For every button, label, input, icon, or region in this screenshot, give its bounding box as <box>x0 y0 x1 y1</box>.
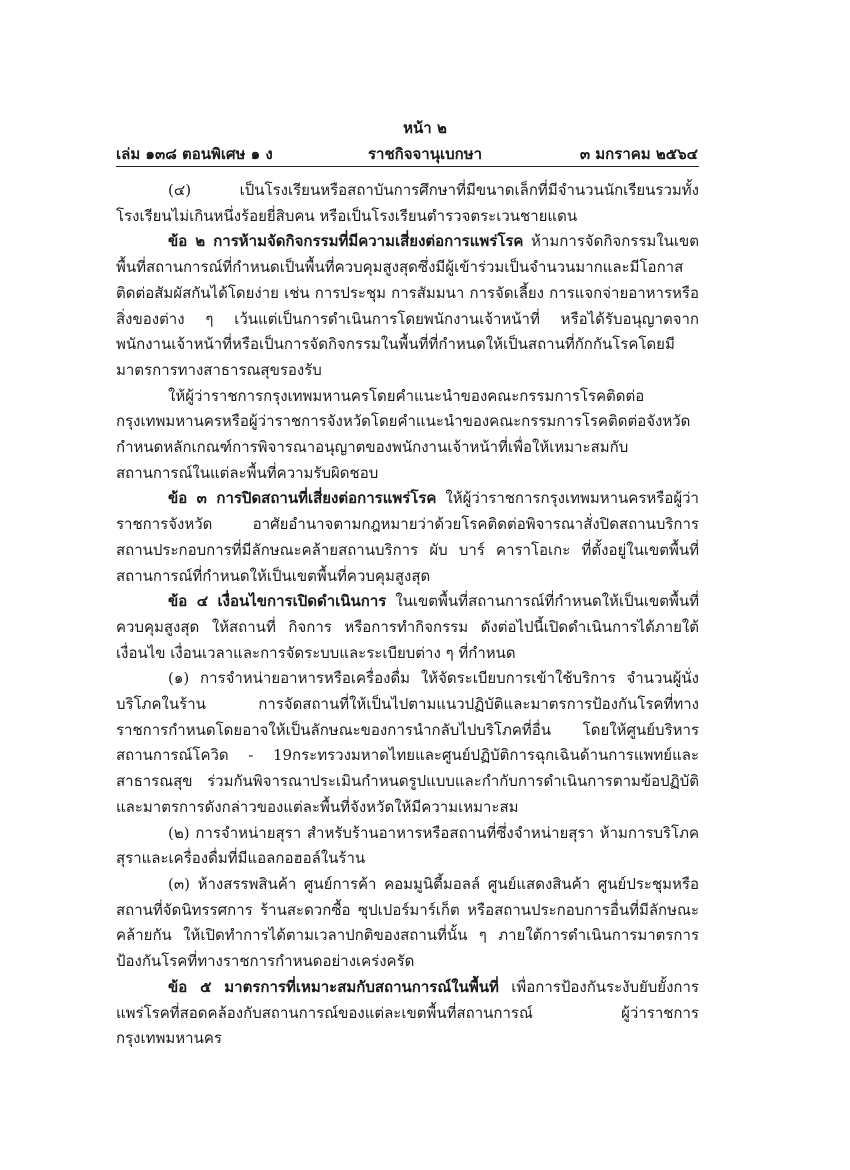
page-number: หน้า ๒ <box>403 119 447 137</box>
paragraph-sub-1: (๑) การจำหน่ายอาหารหรือเครื่องดื่ม ให้จัดระเบียบการเข้าใช้บริการ จำนวนผู้นั่งบริโภคในร้าน การจัดสถานที่ให้เป็นไปตามแนวปฏิบัติและมาตรการป้องกันโรคที่ทางราชการกำหนดโดยอาจให้เป็นลักษณะของการนำกลับไปบริโภคที่อื่น โดยให้ศูนย์บริหารสถานการณ์โควิด - 19กระทรวงมหาดไทยและศูนย์ปฏิบัติการฉุกเฉินด้านการแพทย์และสาธารณสุข ร่วมกันพิจารณาประเมินกำหนดรูปแบบและกำกับการดำเนินการตามข้อปฏิบัติและมาตรการดังกล่าวของแต่ละพื้นที่จังหวัดให้มีความเหมาะสม <box>116 669 699 816</box>
header-divider <box>116 166 699 167</box>
clause-2-heading: ข้อ ๒ การห้ามจัดกิจกรรมที่มีความเสี่ยงต่อการแพร่โรค <box>168 232 524 251</box>
clause-3-heading: ข้อ ๓ การปิดสถานที่เสี่ยงต่อการแพร่โรค <box>168 489 437 508</box>
paragraph-sub-2: (๒) การจำหน่ายสุรา สำหรับร้านอาหารหรือสถานที่ซึ่งจำหน่ายสุรา ห้ามการบริโภคสุราและเครื่องดื่มที่มีแอลกอฮอล์ในร้าน <box>116 823 699 868</box>
paragraph-authority: ให้ผู้ว่าราชการกรุงเทพมหานครโดยคำแนะนำของคณะกรรมการโรคติดต่อกรุงเทพมหานครหรือผู้ว่าราชการจังหวัดโดยคำแนะนำของคณะกรรมการโรคติดต่อจังหวัด กำหนดหลักเกณฑ์การพิจารณาอนุญาตของพนักงานเจ้าหน้าที่เพื่อให้เหมาะสมกับสถานการณ์ในแต่ละพื้นที่ความรับผิดชอบ <box>116 386 691 482</box>
clause-5-heading: ข้อ ๕ มาตรการที่เหมาะสมกับสถานการณ์ในพื้นที่ <box>168 977 499 996</box>
clause-4-text: ในเขตพื้นที่สถานการณ์ที่กำหนดให้เป็นเขตพื้นที่ควบคุมสูงสุด ให้สถานที่ กิจการ หรือการทำกิจกรรม ดังต่อไปนี้เปิดดำเนินการได้ภายใต้เงื่อนไข เงื่อนเวลาและการจัดระบบและระเบียบต่าง ๆ ที่กำหนด <box>116 592 699 662</box>
clause-2-text: ห้ามการจัดกิจกรรมในเขตพื้นที่สถานการณ์ที่กำหนดเป็นพื้นที่ควบคุมสูงสุดซึ่งมีผู้เข้าร่วมเป็นจำนวนมากและมีโอกาสติดต่อสัมผัสกันได้โดยง่าย เช่น การประชุม การสัมมนา การจัดเลี้ยง การแจกจ่ายอาหารหรือสิ่งของต่าง ๆ เว้นแต่เป็นการดำเนินการโดยพนักงานเจ้าหน้าที่ หรือได้รับอนุญาตจากพนักงานเจ้าหน้าที่หรือเป็นการจัดกิจกรรมในพื้นที่ที่กำหนดให้เป็นสถานที่กักกันโรคโดยมีมาตรการทางสาธารณสุขรองรับ <box>116 232 699 379</box>
publication-date: ๓ มกราคม ๒๕๖๔ <box>579 145 698 163</box>
paragraph-clause-4 <box>116 589 699 666</box>
volume-issue: เล่ม ๑๓๘ ตอนพิเศษ ๑ ง <box>116 145 273 163</box>
clause-4-heading: ข้อ ๔ เงื่อนไขการเปิดดำเนินการ <box>168 592 387 611</box>
paragraph-item-4: (๔) เป็นโรงเรียนหรือสถาบันการศึกษาที่มีขนาดเล็กที่มีจำนวนนักเรียนรวมทั้งโรงเรียนไม่เกินหนึ่งร้อยยี่สิบคน หรือเป็นโรงเรียนตำรวจตระเวนชายแดน <box>116 181 699 225</box>
paragraph-clause-3 <box>116 486 699 589</box>
paragraph-clause-5 <box>116 975 699 1052</box>
clause-3-text: ให้ผู้ว่าราชการกรุงเทพมหานครหรือผู้ว่าราชการจังหวัด อาศัยอำนาจตามกฎหมายว่าด้วยโรคติดต่อพิจารณาสั่งปิดสถานบริการสถานประกอบการที่มีลักษณะคล้ายสถานบริการ ผับ บาร์ คาราโอเกะ ที่ตั้งอยู่ในเขตพื้นที่สถานการณ์ที่กำหนดให้เป็นเขตพื้นที่ควบคุมสูงสุด <box>116 489 699 585</box>
paragraph-clause-2 <box>116 229 699 383</box>
clause-5-text: เพื่อการป้องกันระงับยับยั้งการแพร่โรคที่สอดคล้องกับสถานการณ์ของแต่ละเขตพื้นที่สถานการณ์ ผู้ว่าราชการกรุงเทพมหานคร <box>116 977 699 1048</box>
publication-name: ราชกิจจานุเบกษา <box>367 145 483 163</box>
document-body <box>116 178 699 1052</box>
paragraph-sub-3: (๓) ห้างสรรพสินค้า ศูนย์การค้า คอมมูนิตี้มอลล์ ศูนย์แสดงสินค้า ศูนย์ประชุมหรือสถานที่จัดนิทรรศการ ร้านสะดวกซื้อ ซุปเปอร์มาร์เก็ต หรือสถานประกอบการอื่นที่มีลักษณะคล้ายกัน ให้เปิดทำการได้ตามเวลาปกติของสถานที่นั้น ๆ ภายใต้การดำเนินการมาตรการป้องกันโรคที่ทางราชการกำหนดอย่างเคร่งครัด <box>116 874 699 971</box>
